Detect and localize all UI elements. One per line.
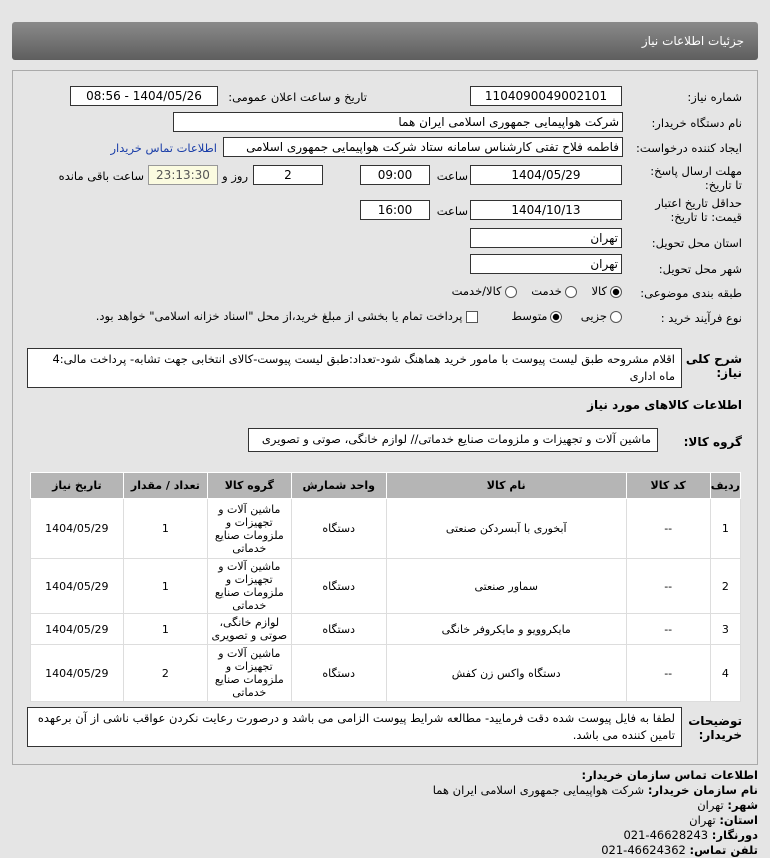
need-date: 1404/05/29 xyxy=(31,614,124,645)
unit: دستگاه xyxy=(291,614,386,645)
item-code: -- xyxy=(626,645,710,702)
days-field: 2 xyxy=(253,165,323,185)
item-group: ماشین آلات و تجهیزات و ملزومات صنایع خدماتی xyxy=(208,499,291,559)
deadline-label: مهلت ارسال پاسخ: تا تاریخ: xyxy=(650,164,742,192)
item-name: سماور صنعتی xyxy=(386,559,626,614)
days-label: روز و xyxy=(222,169,248,183)
goods-section-title: اطلاعات کالاهای مورد نیاز xyxy=(587,398,742,412)
description-label: شرح کلی نیاز: xyxy=(685,352,742,380)
table-row xyxy=(31,559,741,614)
goods-table xyxy=(30,472,741,702)
time-label: ساعت xyxy=(436,204,468,218)
creator-field: فاطمه فلاح تفتی کارشناس سامانه ستاد شرکت هواپیمایی جمهوری اسلامی xyxy=(223,137,623,157)
phone-value: 46624362-021 xyxy=(601,843,686,857)
col-group: گروه کالا xyxy=(208,473,291,499)
validity-label: حداقل تاریخ اعتبار قیمت: تا تاریخ: xyxy=(655,196,742,224)
buyer-label: نام دستگاه خریدار: xyxy=(651,116,742,130)
validity-time: 16:00 xyxy=(360,200,430,220)
item-name: آبخوری با آبسردکن صنعتی xyxy=(386,499,626,559)
item-code: -- xyxy=(626,614,710,645)
page-title: جزئیات اطلاعات نیاز xyxy=(641,34,744,48)
province-field: تهران xyxy=(470,228,622,248)
province-value: تهران xyxy=(689,813,716,827)
deadline-time: 09:00 xyxy=(360,165,430,185)
city-value: تهران xyxy=(697,798,724,812)
city-field: تهران xyxy=(470,254,622,274)
creator-label: ایجاد کننده درخواست: xyxy=(636,141,742,155)
remaining-label: ساعت باقی مانده xyxy=(58,169,144,183)
fax-value: 46628243-021 xyxy=(623,828,709,842)
unit: دستگاه xyxy=(291,559,386,614)
process-radio-group xyxy=(96,309,622,323)
province-label: استان: xyxy=(719,813,758,827)
goods-group-label: گروه کالا: xyxy=(683,435,742,449)
row-number: 1 xyxy=(710,499,740,559)
quantity: 1 xyxy=(123,559,207,614)
fax-label: دورنگار: xyxy=(711,828,758,842)
radio-service[interactable]: خدمت xyxy=(531,284,577,298)
table-row xyxy=(31,499,741,559)
org-value: شرکت هواپیمایی جمهوری اسلامی ایران هما xyxy=(432,783,645,797)
org-label: نام سازمان خریدار: xyxy=(647,783,758,797)
item-group: ماشین آلات و تجهیزات و ملزومات صنایع خدماتی xyxy=(208,559,291,614)
quantity: 1 xyxy=(123,614,207,645)
quantity: 2 xyxy=(123,645,207,702)
city-label: شهر: xyxy=(727,798,758,812)
province-label: استان محل تحویل: xyxy=(651,236,742,250)
table-row xyxy=(31,645,741,702)
category-radio-group xyxy=(452,284,622,298)
page-header xyxy=(12,22,758,60)
buyer-field: شرکت هواپیمایی جمهوری اسلامی ایران هما xyxy=(173,112,623,132)
phone-label: تلفن تماس: xyxy=(689,843,758,857)
row-number: 2 xyxy=(710,559,740,614)
description-field: اقلام مشروحه طبق لیست پیوست با مامور خرید هماهنگ شود-تعداد:طبق لیست پیوست-کالای انتخابی جهت تشابه- پرداخت مالی:4 ماه اداری xyxy=(27,348,682,388)
city-label: شهر محل تحویل: xyxy=(658,262,742,276)
table-row xyxy=(31,614,741,645)
quantity: 1 xyxy=(123,499,207,559)
goods-group-field: ماشین آلات و تجهیزات و ملزومات صنایع خدماتی// لوازم خانگی، صوتی و تصویری xyxy=(248,428,658,452)
item-code: -- xyxy=(626,499,710,559)
unit: دستگاه xyxy=(291,645,386,702)
col-row: ردیف xyxy=(710,473,740,499)
payment-note: پرداخت تمام یا بخشی از مبلغ خرید،از محل "اسناد خزانه اسلامی" خواهد بود. xyxy=(95,309,463,323)
col-date: تاریخ نیاز xyxy=(31,473,124,499)
process-label: نوع فرآیند خرید : xyxy=(660,311,742,325)
buyer-notes-field: لطفا به فایل پیوست شده دقت فرمایید- مطالعه شرایط پیوست الزامی می باشد و درصورت رعایت نکردن عواقب ناشی از آن برعهده تامین کننده می باشد. xyxy=(27,707,682,747)
remaining-time: 23:13:30 xyxy=(148,165,218,185)
item-group: ماشین آلات و تجهیزات و ملزومات صنایع خدماتی xyxy=(208,645,291,702)
radio-goods-service[interactable]: کالا/خدمت xyxy=(452,284,517,298)
unit: دستگاه xyxy=(291,499,386,559)
need-date: 1404/05/29 xyxy=(31,559,124,614)
col-code: کد کالا xyxy=(626,473,710,499)
radio-medium[interactable]: متوسط xyxy=(511,309,562,323)
category-label: طبقه بندی موضوعی: xyxy=(640,286,742,300)
col-qty: تعداد / مقدار xyxy=(123,473,207,499)
col-name: نام کالا xyxy=(386,473,626,499)
contact-title: اطلاعات تماس سازمان خریدار: xyxy=(581,768,758,782)
item-name: دستگاه واکس زن کفش xyxy=(386,645,626,702)
radio-minor[interactable]: جزیی xyxy=(581,309,622,323)
buyer-notes-label: توضیحات خریدار: xyxy=(688,714,742,742)
announce-label: تاریخ و ساعت اعلان عمومی: xyxy=(228,90,367,104)
item-name: مایکروویو و مایکروفر خانگی xyxy=(386,614,626,645)
need-date: 1404/05/29 xyxy=(31,499,124,559)
time-label: ساعت xyxy=(436,169,468,183)
announce-field: 1404/05/26 - 08:56 xyxy=(70,86,218,106)
buyer-contact-link[interactable]: اطلاعات تماس خریدار xyxy=(110,141,217,155)
need-no-field: 1104090049002101 xyxy=(470,86,622,106)
validity-date: 1404/10/13 xyxy=(470,200,622,220)
row-number: 4 xyxy=(710,645,740,702)
item-code: -- xyxy=(626,559,710,614)
need-date: 1404/05/29 xyxy=(31,645,124,702)
need-no-label: شماره نیاز: xyxy=(687,90,742,104)
radio-goods[interactable]: کالا xyxy=(591,284,622,298)
row-number: 3 xyxy=(710,614,740,645)
col-unit: واحد شمارش xyxy=(291,473,386,499)
treasury-checkbox[interactable] xyxy=(466,311,478,323)
deadline-date: 1404/05/29 xyxy=(470,165,622,185)
item-group: لوازم خانگی، صوتی و تصویری xyxy=(208,614,291,645)
